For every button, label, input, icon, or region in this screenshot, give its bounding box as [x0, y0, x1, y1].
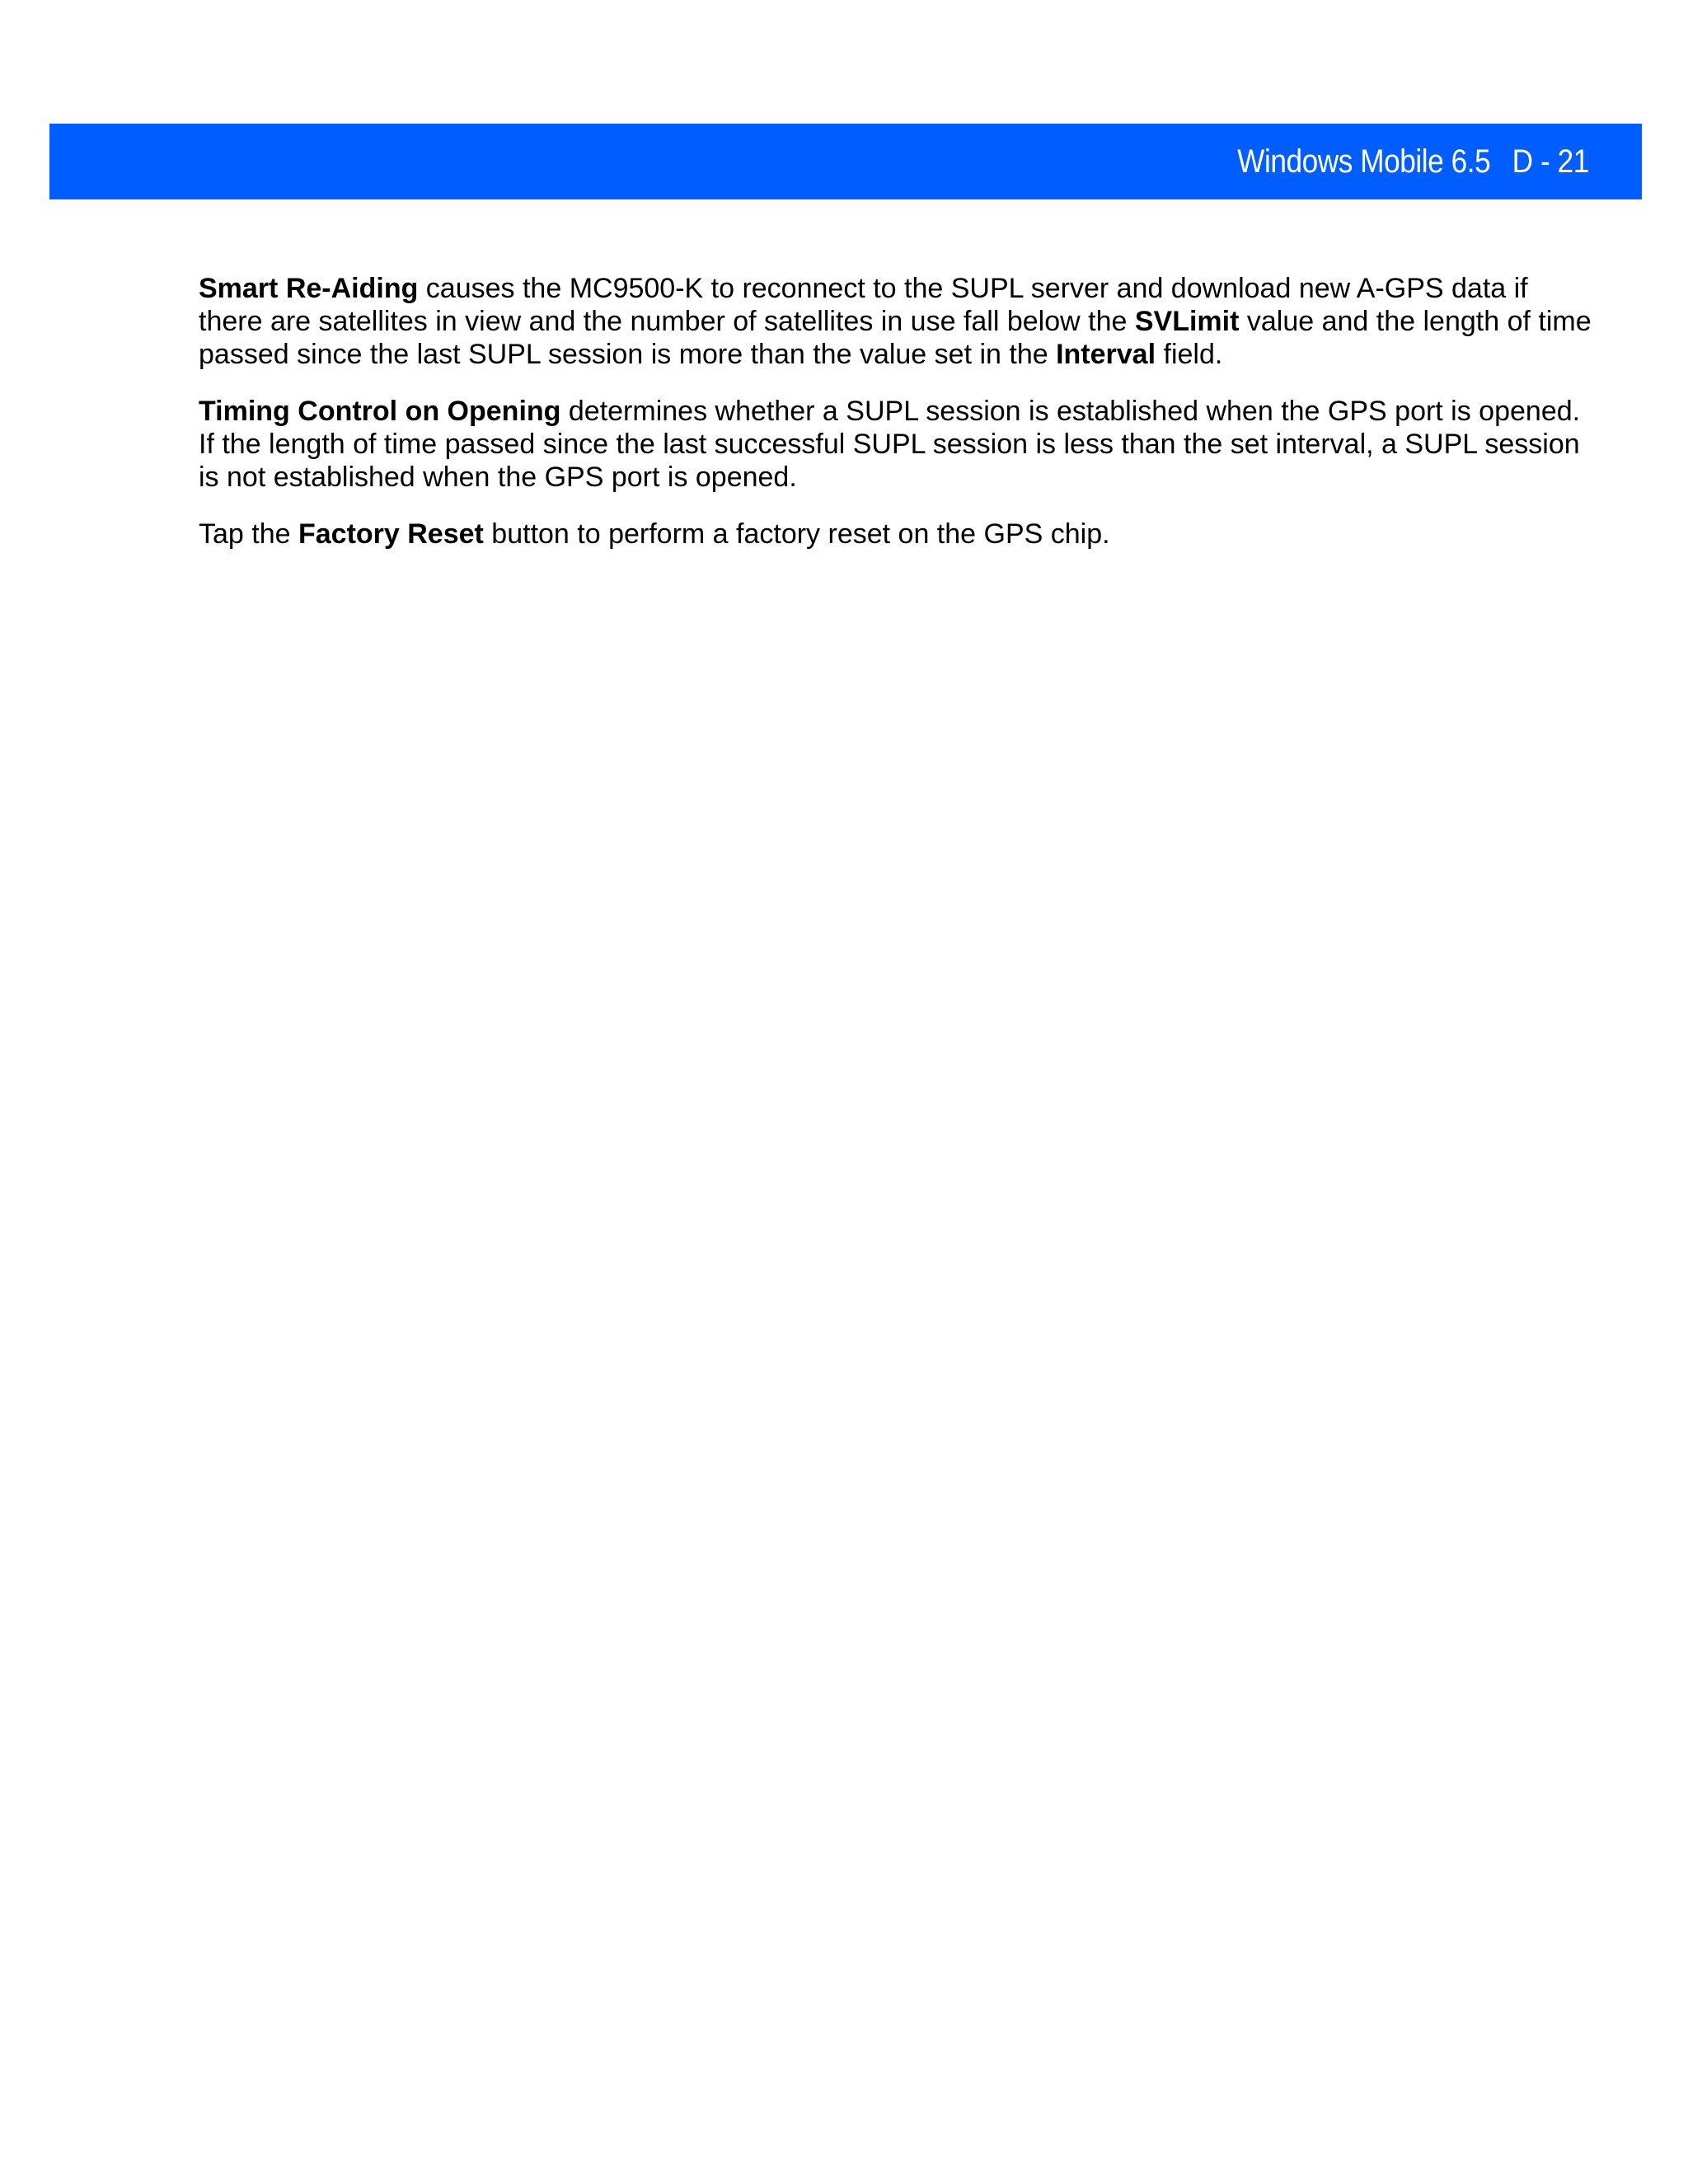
running-header	[1237, 124, 1589, 199]
term-timing-control-on-opening: Timing Control on Opening	[199, 396, 561, 427]
term-factory-reset: Factory Reset	[298, 518, 484, 550]
term-svlimit: SVLimit	[1134, 306, 1240, 337]
header-bar	[49, 124, 1642, 199]
paragraph-factory-reset	[199, 518, 1592, 551]
paragraph-text: causes the MC9500-K to reconnect to the SUPL server and download new A-GPS data if there are satellites in view and the number of satellites in use fall below the	[199, 273, 1528, 337]
body-content	[199, 272, 1592, 574]
paragraph-timing-control	[199, 395, 1592, 494]
section-title: Windows Mobile 6.5	[1237, 143, 1491, 180]
paragraph-smart-re-aiding	[199, 272, 1592, 371]
paragraph-text: button to perform a factory reset on the GPS chip.	[483, 518, 1110, 550]
term-interval: Interval	[1056, 339, 1156, 370]
paragraph-text: determines whether a SUPL session is established when the GPS port is opened. If the length of time passed since the last successful SUPL session is less than the set interval, a SUPL session is not established when the GPS port is opened.	[199, 396, 1581, 493]
paragraph-text: Tap the	[199, 518, 298, 550]
term-smart-re-aiding: Smart Re-Aiding	[199, 273, 419, 304]
paragraph-text: value and the length of time passed since the last SUPL session is more than the value set in the	[199, 306, 1592, 370]
paragraph-text: field.	[1156, 339, 1223, 370]
page-number: D - 21	[1512, 143, 1589, 180]
